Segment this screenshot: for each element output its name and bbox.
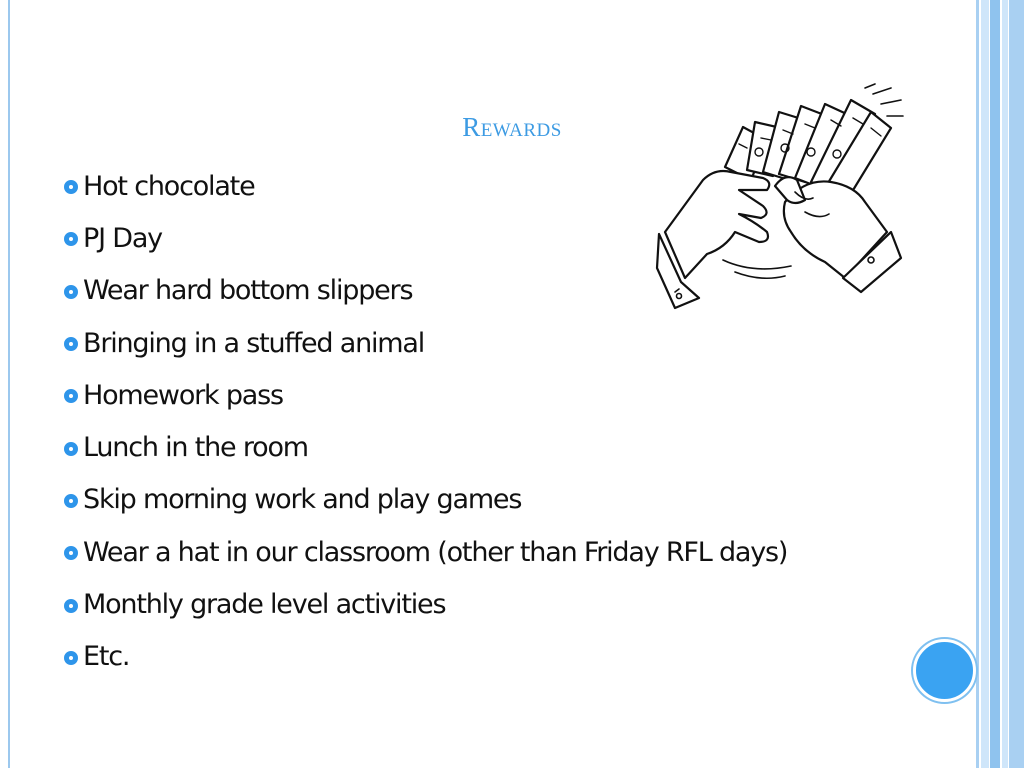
list-item [64,317,787,369]
bullet-ring-icon [64,232,78,246]
bullet-text: Hot chocolate [83,170,255,202]
list-item [64,526,787,578]
bullet-ring-icon [64,285,78,299]
bullet-ring-icon [64,389,78,403]
bullet-ring-icon [64,651,78,665]
blue-circle-icon [913,639,976,702]
bullet-ring-icon [64,180,78,194]
bullet-text: Monthly grade level activities [83,589,446,621]
bullet-text: Bringing in a stuffed animal [83,327,425,359]
list-item [64,474,787,526]
bullet-text: Lunch in the room [83,432,308,464]
bullet-text: Wear a hat in our classroom (other than Friday RFL days) [83,536,788,568]
bullet-ring-icon [64,546,78,560]
list-item [64,631,787,683]
bullet-text: Wear hard bottom slippers [83,275,413,307]
bullet-text: Skip morning work and play games [83,484,522,516]
list-item [64,369,787,421]
bullet-ring-icon [64,442,78,456]
hands-counting-money-icon [655,82,905,310]
slide-title: Rewards [462,112,562,142]
bullet-ring-icon [64,599,78,613]
bullet-text: Etc. [83,641,130,673]
list-item [64,578,787,630]
list-item [64,421,787,473]
bullet-text: Homework pass [83,379,283,411]
bullet-ring-icon [64,337,78,351]
bullet-ring-icon [64,494,78,508]
bullet-text: PJ Day [83,222,162,254]
